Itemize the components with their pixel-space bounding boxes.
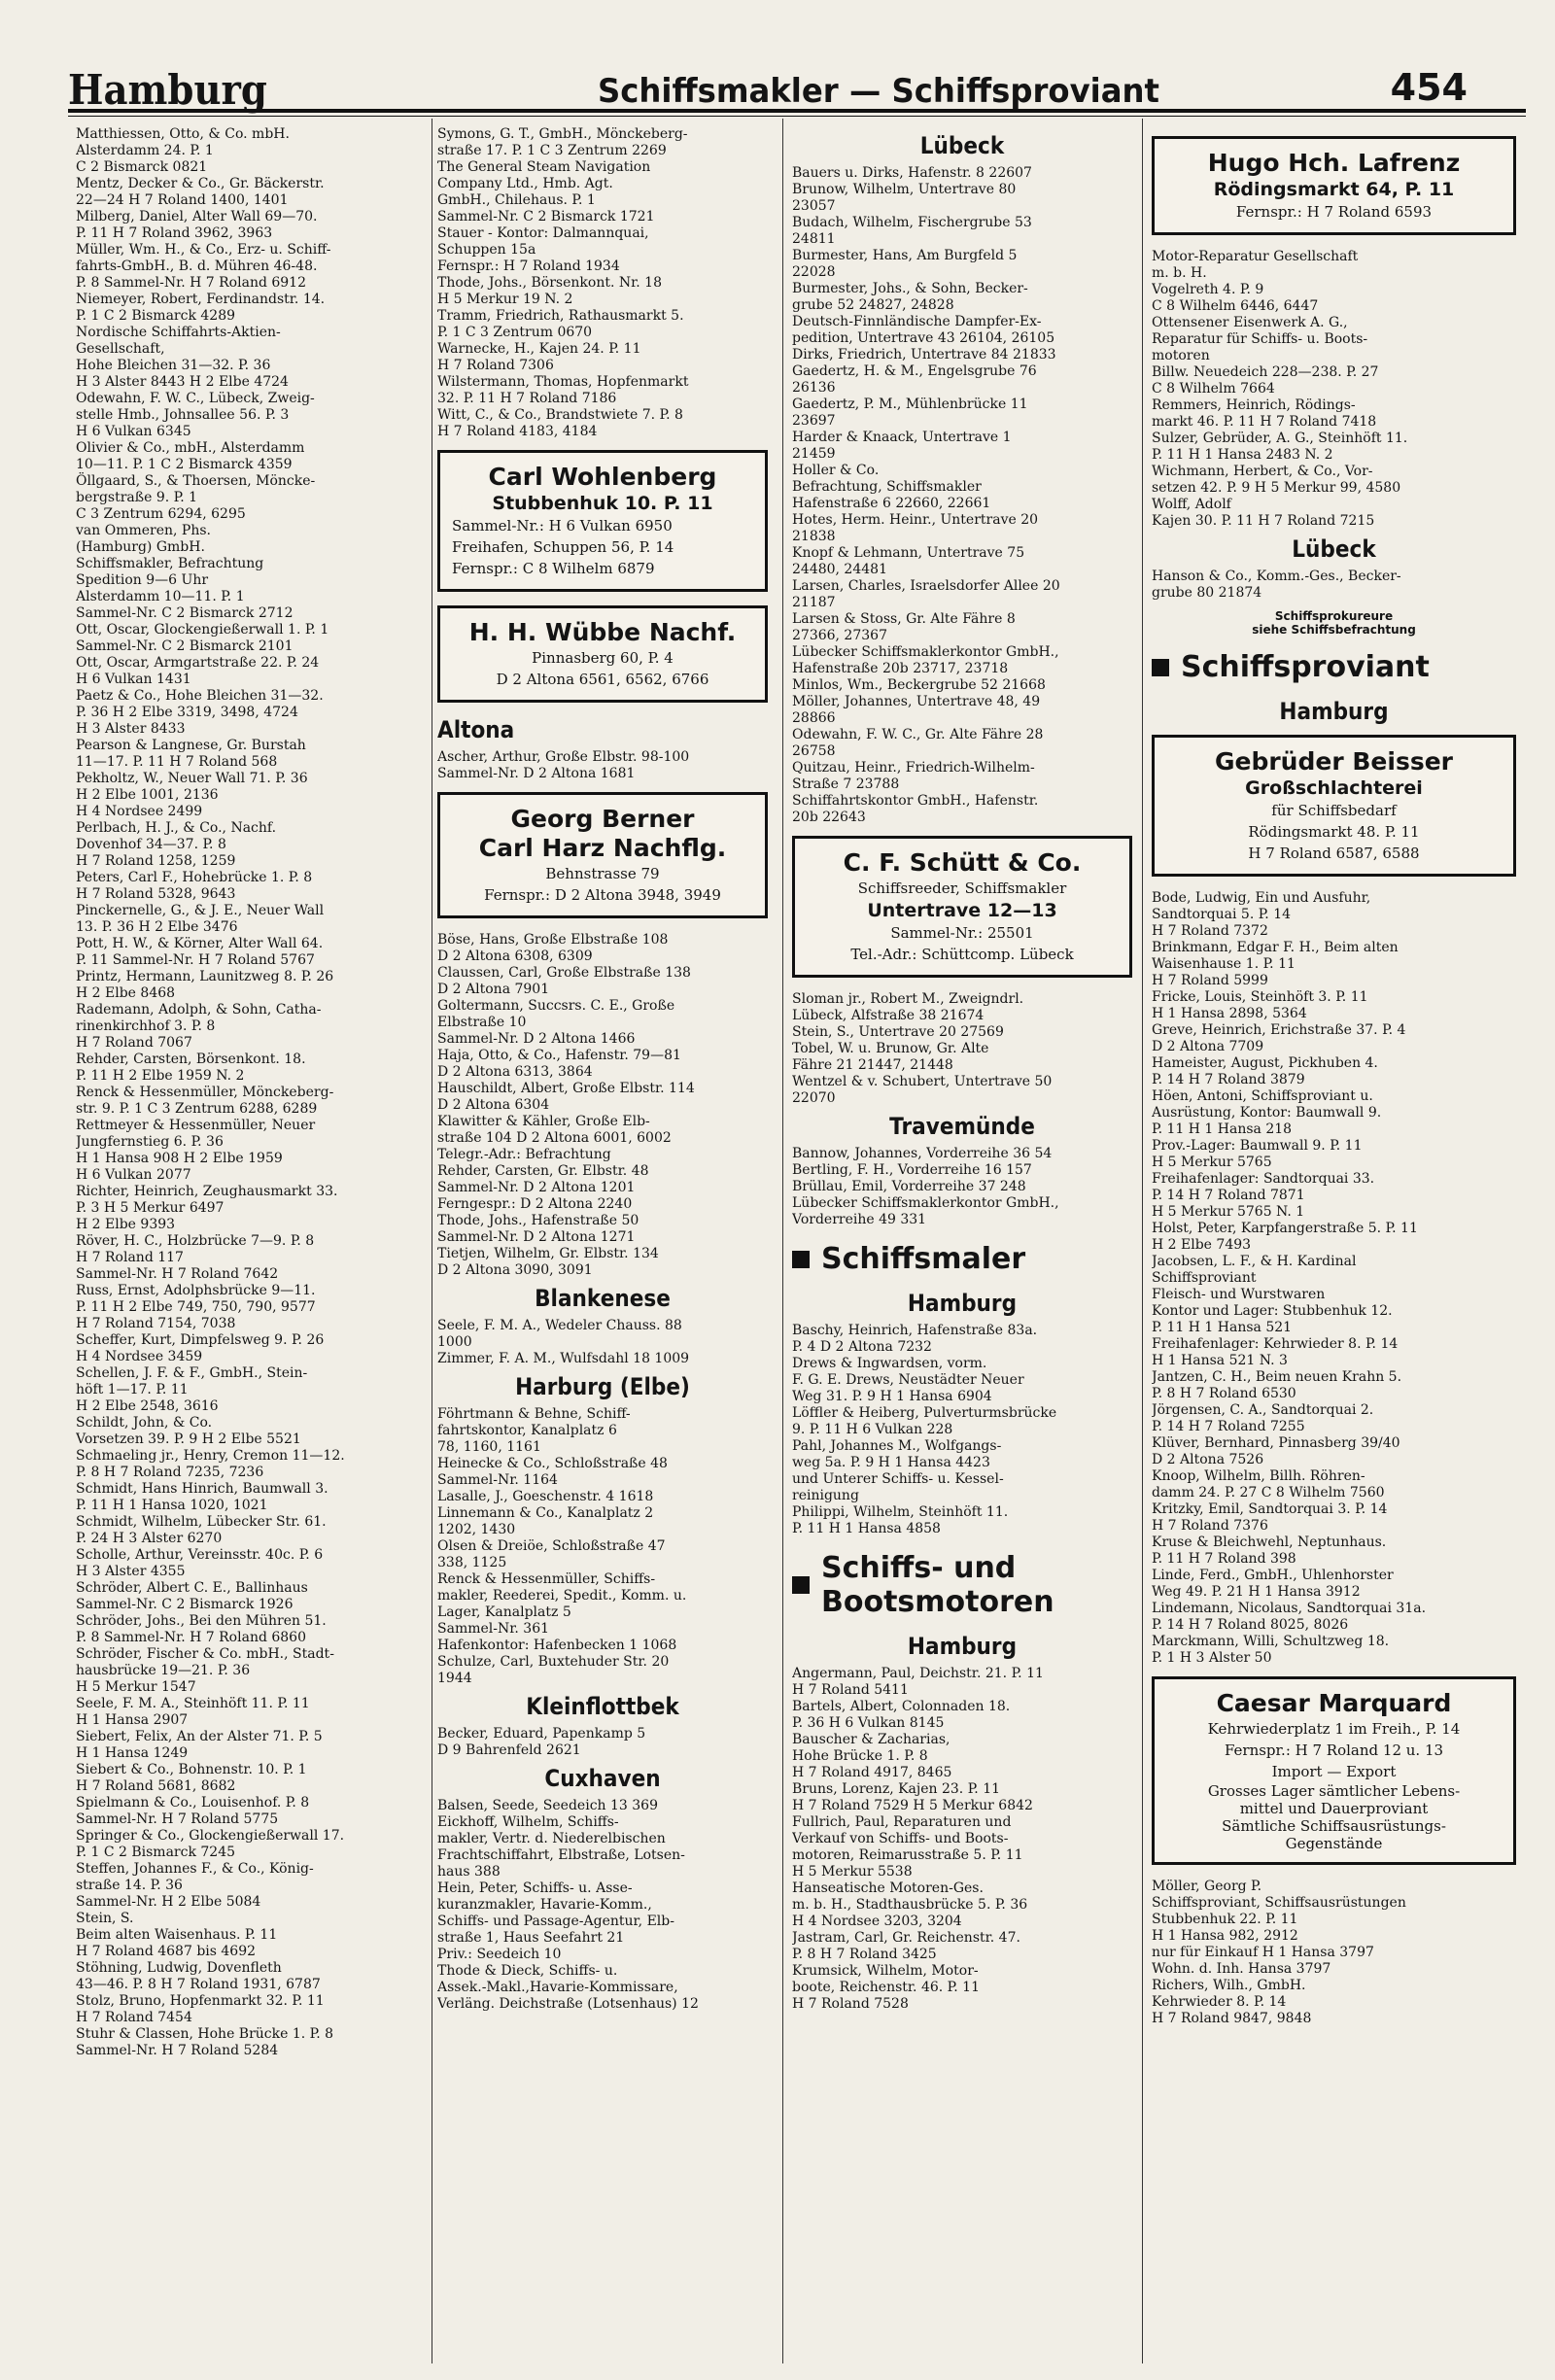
directory-entry: Bartels, Albert, Colonnaden 18. P. 36 H 6 Vulkan 8145	[792, 1699, 1011, 1731]
directory-entry: Böse, Hans, Große Elbstraße 108 D 2 Altona 6308, 6309	[437, 932, 669, 964]
directory-entry: Knoop, Wilhelm, Billh. Röhren- damm 24. P. 27 C 8 Wilhelm 7560	[1152, 1468, 1385, 1500]
directory-entry: Bertling, F. H., Vorderreihe 16 157	[792, 1162, 1032, 1178]
directory-entry: Höen, Antoni, Schiffsproviant u. Ausrüstung, Kontor: Baumwall 9. P. 11 H 1 Hansa 218 Prov.-Lager: Baumwall 9. P. 11 H 5 Merkur 5765	[1152, 1088, 1382, 1170]
ad-line: Kehrwiederplatz 1 im Freih., P. 14	[1207, 1720, 1461, 1738]
ad-beisser	[1152, 735, 1516, 877]
directory-entry: Jörgensen, C. A., Sandtorquai 2. P. 14 H 7 Roland 7255	[1152, 1402, 1374, 1434]
directory-entry: Schmidt, Hans Hinrich, Baumwall 3. P. 11 H 1 Hansa 1020, 1021	[76, 1481, 328, 1513]
ad-name: Caesar Marquard	[1216, 1689, 1452, 1717]
directory-entry: Steffen, Johannes F., & Co., König- straße 14. P. 36 Sammel-Nr. H 2 Elbe 5084	[76, 1861, 314, 1910]
directory-entry: Stauer - Kontor: Dalmannquai, Schuppen 15a Fernspr.: H 7 Roland 1934	[437, 225, 649, 274]
directory-entry: Deutsch-Finnländische Dampfer-Ex- pedition, Untertrave 43 26104, 26105	[792, 314, 1055, 346]
directory-entry: Röver, H. C., Holzbrücke 7—9. P. 8 H 7 Roland 117 Sammel-Nr. H 7 Roland 7642	[76, 1233, 315, 1282]
directory-entry: Printz, Hermann, Launitzweg 8. P. 26 H 2 Elbe 8468	[76, 969, 334, 1001]
square-bullet-icon	[792, 1251, 810, 1268]
ad-name: Hugo Hch. Lafrenz	[1207, 149, 1461, 177]
directory-entry: Lübecker Schiffsmaklerkontor GmbH., Vorderreihe 49 331	[792, 1195, 1059, 1227]
directory-entry: Ascher, Arthur, Große Elbstr. 98-100 Sammel-Nr. D 2 Altona 1681	[437, 749, 690, 781]
entry-list	[437, 126, 768, 440]
directory-entry: The General Steam Navigation Company Ltd., Hmb. Agt. GmbH., Chilehaus. P. 1 Sammel-Nr. C 2 Bismarck 1721	[437, 159, 655, 224]
directory-entry: Philippi, Wilhelm, Steinhöft 11. P. 11 H 1 Hansa 4858	[792, 1504, 1009, 1536]
directory-entry: Harder & Knaack, Untertrave 1 21459	[792, 430, 1012, 462]
directory-entry: Russ, Ernst, Adolphsbrücke 9—11. P. 11 H 2 Elbe 749, 750, 790, 9577 H 7 Roland 7154, 7038	[76, 1283, 316, 1331]
directory-entry: Richers, Wilh., GmbH. Kehrwieder 8. P. 14 H 7 Roland 9847, 9848	[1152, 1978, 1312, 2026]
directory-entry: Bruns, Lorenz, Kajen 23. P. 11 H 7 Roland 7529 H 5 Merkur 6842	[792, 1781, 1033, 1813]
directory-entry: Pahl, Johannes M., Wolfgangs- weg 5a. P. 9 H 1 Hansa 4423 und Unterer Schiffs- u. Kessel- reinigung	[792, 1438, 1004, 1503]
directory-entry: Larsen & Stoss, Gr. Alte Fähre 8 27366, 27367	[792, 611, 1016, 643]
square-bullet-icon	[792, 1576, 810, 1594]
directory-entry: Linnemann & Co., Kanalplatz 2 1202, 1430	[437, 1505, 654, 1537]
directory-entry: Kruse & Bleichwehl, Neptunhaus. P. 11 H 7 Roland 398	[1152, 1535, 1387, 1567]
section-harburg: Harburg (Elbe)	[515, 1373, 690, 1400]
directory-entry: Klawitter & Kähler, Große Elb- straße 104 D 2 Altona 6001, 6002 Telegr.-Adr.: Befrachtung	[437, 1114, 672, 1162]
directory-entry: Rademann, Adolph, & Sohn, Catha- rinenkirchhof 3. P. 8 H 7 Roland 7067	[76, 1002, 322, 1051]
ad-line: Grosses Lager sämtlicher Lebens- mittel und Dauerproviant Sämtliche Schiffsausrüstungs- Gegenstände	[1207, 1782, 1461, 1852]
directory-entry: Stuhr & Classen, Hohe Brücke 1. P. 8 Sammel-Nr. H 7 Roland 5284	[76, 2026, 334, 2058]
directory-entry: Mentz, Decker & Co., Gr. Bäckerstr. 22—24 H 7 Roland 1400, 1401	[76, 176, 325, 208]
directory-entry: Schildt, John, & Co. Vorsetzen 39. P. 9 H 2 Elbe 5521	[76, 1415, 301, 1447]
directory-entry: Knopf & Lehmann, Untertrave 75 24480, 24481	[792, 545, 1025, 577]
directory-entry: Rehder, Carsten, Börsenkont. 18. P. 11 H 2 Elbe 1959 N. 2	[76, 1052, 306, 1084]
directory-entry: Greve, Heinrich, Erichstraße 37. P. 4 D 2 Altona 7709	[1152, 1022, 1406, 1054]
directory-entry: Öllgaard, S., & Thoersen, Möncke- bergstraße 9. P. 1 C 3 Zentrum 6294, 6295	[76, 473, 316, 522]
ad-name: C. F. Schütt & Co.	[843, 848, 1082, 877]
directory-entry: Pinckernelle, G., & J. E., Neuer Wall 13. P. 36 H 2 Elbe 3476	[76, 903, 325, 935]
directory-entry: Föhrtmann & Behne, Schiff- fahrtskontor, Kanalplatz 6 78, 1160, 1161	[437, 1406, 631, 1455]
directory-entry: Gaedertz, H. & M., Engelsgrube 76 26136	[792, 363, 1037, 396]
directory-entry: Jantzen, C. H., Beim neuen Krahn 5. P. 8 H 7 Roland 6530	[1152, 1369, 1402, 1401]
column-1	[76, 126, 426, 2362]
directory-entry: Ottensener Eisenwerk A. G., Reparatur für Schiffs- u. Boots- motoren Billw. Neuedeich 228—238. P. 27 C 8 Wilhelm 7664	[1152, 315, 1379, 397]
directory-entry: Brunow, Wilhelm, Untertrave 80 23057	[792, 182, 1017, 214]
entry-list	[437, 1798, 768, 2013]
directory-entry: Minlos, Wm., Beckergrube 52 21668	[792, 677, 1046, 693]
directory-entry: Zimmer, F. A. M., Wulfsdahl 18 1009	[437, 1351, 690, 1366]
directory-entry: Odewahn, F. W. C., Lübeck, Zweig- stelle Hmb., Johnsallee 56. P. 3 H 6 Vulkan 6345	[76, 391, 315, 439]
section-kleinflottbek: Kleinflottbek	[526, 1693, 679, 1720]
directory-entry: Eickhoff, Wilhelm, Schiffs- makler, Vertr. d. Niederelbischen Frachtschiffahrt, Elbstraße, Lotsen- haus 388	[437, 1814, 685, 1880]
directory-entry: Siebert & Co., Bohnenstr. 10. P. 1 H 7 Roland 5681, 8682	[76, 1762, 307, 1794]
section-label: Schiffsmaler	[821, 1242, 1026, 1276]
directory-entry: Lindemann, Nicolaus, Sandtorquai 31a. P. 14 H 7 Roland 8025, 8026	[1152, 1601, 1427, 1633]
directory-entry: Goltermann, Succsrs. C. E., Große Elbstraße 10 Sammel-Nr. D 2 Altona 1466	[437, 998, 675, 1047]
directory-entry: Schröder, Albert C. E., Ballinhaus Sammel-Nr. C 2 Bismarck 1926	[76, 1580, 308, 1612]
entry-list	[792, 1323, 1132, 1537]
directory-entry: Olsen & Dreiöe, Schloßstraße 47 338, 1125	[437, 1538, 666, 1570]
entry-list	[76, 126, 426, 2059]
subsection-hamburg: Hamburg	[907, 1290, 1018, 1317]
column-2	[437, 126, 768, 2362]
entry-list	[1152, 249, 1516, 530]
directory-entry: Quitzau, Heinr., Friedrich-Wilhelm- Straße 7 23788	[792, 760, 1035, 792]
section-blankenese: Blankenese	[535, 1285, 671, 1312]
directory-entry: Richter, Heinrich, Zeughausmarkt 33. P. 3 H 5 Merkur 6497 H 2 Elbe 9393	[76, 1184, 338, 1232]
directory-entry: Holst, Peter, Karpfangerstraße 5. P. 11 H 2 Elbe 7493	[1152, 1221, 1418, 1253]
directory-entry: Pott, H. W., & Körner, Alter Wall 64. P. 11 Sammel-Nr. H 7 Roland 5767	[76, 936, 324, 968]
directory-entry: Scheffer, Kurt, Dimpfelsweg 9. P. 26 H 4 Nordsee 3459	[76, 1332, 325, 1364]
directory-entry: Linde, Ferd., GmbH., Uhlenhorster Weg 49. P. 21 H 1 Hansa 3912	[1152, 1568, 1394, 1600]
ad-line: Tel.-Adr.: Schüttcomp. Lübeck	[850, 946, 1074, 963]
directory-entry: Motor-Reparatur Gesellschaft m. b. H. Vogelreth 4. P. 9 C 8 Wilhelm 6446, 6447	[1152, 249, 1359, 314]
directory-entry: Drews & Ingwardsen, vorm. F. G. E. Drews, Neustädter Neuer Weg 31. P. 9 H 1 Hansa 6904	[792, 1356, 1024, 1404]
directory-entry: Olivier & Co., mbH., Alsterdamm 10—11. P. 1 C 2 Bismarck 4359	[76, 440, 305, 472]
directory-entry: Thode, Johs., Börsenkont. Nr. 18 H 5 Merkur 19 N. 2	[437, 275, 662, 307]
directory-entry: Thode, Johs., Hafenstraße 50 Sammel-Nr. D 2 Altona 1271	[437, 1213, 639, 1245]
directory-entry: Larsen, Charles, Israelsdorfer Allee 20 21187	[792, 578, 1060, 610]
directory-entry: Kritzky, Emil, Sandtorquai 3. P. 14 H 7 Roland 7376	[1152, 1501, 1388, 1534]
directory-entry: Matthiessen, Otto, & Co. mbH. Alsterdamm 24. P. 1 C 2 Bismarck 0821	[76, 126, 290, 175]
section-label: Schiffs- und Bootsmotoren	[821, 1551, 1054, 1619]
directory-entry: Schröder, Fischer & Co. mbH., Stadt- hausbrücke 19—21. P. 36 H 5 Merkur 1547	[76, 1646, 334, 1695]
ad-marquard	[1152, 1676, 1516, 1865]
ad-name: H. H. Wübbe Nachf.	[468, 618, 737, 646]
directory-entry: Schröder, Johs., Bei den Mühren 51. P. 8 Sammel-Nr. H 7 Roland 6860	[76, 1613, 327, 1645]
directory-entry: Renck & Hessenmüller, Schiffs- makler, Reederei, Spedit., Komm. u. Lager, Kanalplatz 5 Sammel-Nr. 361	[437, 1571, 687, 1637]
entry-list	[792, 165, 1132, 826]
directory-entry: Wentzel & v. Schubert, Untertrave 50 22070	[792, 1074, 1053, 1106]
ad-wuebbe	[437, 605, 768, 703]
directory-entry: Bannow, Johannes, Vorderreihe 36 54	[792, 1146, 1053, 1161]
directory-entry: Brüllau, Emil, Vorderreihe 37 248	[792, 1179, 1026, 1194]
directory-entry: H 6 Vulkan 2077	[76, 1167, 191, 1183]
directory-entry: Warnecke, H., Kajen 24. P. 11 H 7 Roland 7306	[437, 341, 641, 373]
directory-entry: Jastram, Carl, Gr. Reichenstr. 47. P. 8 H 7 Roland 3425	[792, 1930, 1020, 1962]
square-bullet-icon	[1152, 659, 1169, 676]
directory-entry: Stein, S., Untertrave 20 27569	[792, 1024, 1004, 1040]
column-divider	[782, 119, 783, 2363]
directory-entry: Paetz & Co., Hohe Bleichen 31—32. P. 36 H 2 Elbe 3319, 3498, 4724 H 3 Alster 8433	[76, 688, 324, 737]
directory-entry: Siebert, Felix, An der Alster 71. P. 5 H 1 Hansa 1249	[76, 1729, 323, 1761]
page-header	[68, 66, 1516, 114]
ad-phone: Fernspr.: D 2 Altona 3948, 3949	[484, 886, 721, 904]
page-number: 454	[1390, 66, 1468, 109]
ad-address: Pinnasberg 60, P. 4	[532, 649, 674, 667]
ad-address: Rödingsmarkt 48. P. 11	[1248, 823, 1420, 841]
directory-entry: Renck & Hessenmüller, Mönckeberg- str. 9. P. 1 C 3 Zentrum 6288, 6289	[76, 1085, 334, 1117]
directory-entry: Pearson & Langnese, Gr. Burstah 11—17. P. 11 H 7 Roland 568	[76, 738, 306, 770]
directory-entry: Hotes, Herm. Heinr., Untertrave 20 21838	[792, 512, 1039, 544]
directory-entry: Sloman jr., Robert M., Zweigndrl. Lübeck, Alfstraße 38 21674	[792, 991, 1024, 1023]
section-motoren	[792, 1551, 1132, 1619]
directory-entry: Hanson & Co., Komm.-Ges., Becker- grube 80 21874	[1152, 569, 1401, 601]
ad-name: Georg Berner	[510, 805, 695, 833]
directory-entry: Möller, Georg P. Schiffsproviant, Schiffsausrüstungen Stubbenhuk 22. P. 11 H 1 Hansa 982, 2912 nur für Einkauf H 1 Hansa 3797 Wohn. d. Inh. Hansa 3797	[1152, 1879, 1406, 1977]
directory-entry: Sulzer, Gebrüder, A. G., Steinhöft 11. P. 11 H 1 Hansa 2483 N. 2	[1152, 431, 1408, 463]
directory-entry: Tietjen, Wilhelm, Gr. Elbstr. 134 D 2 Altona 3090, 3091	[437, 1246, 659, 1278]
directory-entry: Claussen, Carl, Große Elbstraße 138 D 2 Altona 7901	[437, 965, 691, 997]
directory-entry: Klüver, Bernhard, Pinnasberg 39/40 D 2 Altona 7526	[1152, 1435, 1400, 1467]
directory-entry: Lübecker Schiffsmaklerkontor GmbH., Hafenstraße 20b 23717, 23718	[792, 644, 1059, 676]
directory-entry: Müller, Wm. H., & Co., Erz- u. Schiff- fahrts-GmbH., B. d. Mühren 46-48. P. 8 Sammel-Nr. H 7 Roland 6912	[76, 242, 331, 291]
ad-schuett	[792, 836, 1132, 978]
directory-entry: Niemeyer, Robert, Ferdinandstr. 14. P. 1 C 2 Bismarck 4289	[76, 292, 326, 324]
column-4	[1152, 126, 1516, 2362]
directory-entry: Thode & Dieck, Schiffs- u. Assek.-Makl.,Havarie-Kommissare, Verläng. Deichstraße (Lotsenhaus) 12	[437, 1963, 699, 2012]
directory-entry: Baschy, Heinrich, Hafenstraße 83a. P. 4 D 2 Altona 7232	[792, 1323, 1038, 1355]
subsection-hamburg: Hamburg	[907, 1633, 1018, 1660]
ad-name: Gebrüder Beisser	[1214, 747, 1453, 776]
directory-entry: Seele, F. M. A., Wedeler Chauss. 88 1000	[437, 1318, 682, 1350]
section-schiffsproviant	[1152, 650, 1516, 684]
directory-entry: Jacobsen, L. F., & H. Kardinal Schiffsproviant Fleisch- und Wurstwaren Kontor und Lager: Stubbenhuk 12. P. 11 H 1 Hansa 521 Freihafenlager: Kehrwieder 8. P. 14 H 1 Hansa 521 N. 3	[1152, 1254, 1399, 1368]
directory-entry: Nordische Schiffahrts-Aktien- Gesellschaft, Hohe Bleichen 31—32. P. 36 H 3 Alster 8443 H 2 Elbe 4724	[76, 325, 289, 390]
directory-entry: Odewahn, F. W. C., Gr. Alte Fähre 28 26758	[792, 727, 1044, 759]
directory-entry: Stein, S. Beim alten Waisenhaus. P. 11 H 7 Roland 4687 bis 4692	[76, 1911, 278, 1959]
ad-wohlenberg	[437, 450, 768, 592]
ad-subtitle: Großschlachterei	[1245, 777, 1423, 799]
entry-list	[792, 991, 1132, 1107]
directory-entry: Balsen, Seede, Seedeich 13 369	[437, 1798, 658, 1813]
directory-entry: Wolff, Adolf Kajen 30. P. 11 H 7 Roland 7215	[1152, 497, 1375, 529]
directory-entry: Schmaeling jr., Henry, Cremon 11—12. P. 8 H 7 Roland 7235, 7236	[76, 1448, 345, 1480]
directory-entry: Scholle, Arthur, Vereinsstr. 40c. P. 6 H 3 Alster 4355	[76, 1547, 324, 1579]
directory-entry: Brinkmann, Edgar F. H., Beim alten Waisenhause 1. P. 11 H 7 Roland 5999	[1152, 940, 1399, 988]
directory-entry: Hauschildt, Albert, Große Elbstr. 114 D 2 Altona 6304	[437, 1081, 695, 1113]
entry-list	[437, 932, 768, 1279]
column-3	[792, 126, 1132, 2362]
ad-address: Rödingsmarkt 64, P. 11	[1213, 179, 1455, 200]
header-rule	[68, 109, 1526, 117]
entry-list	[1152, 1879, 1516, 2027]
directory-entry: Hameister, August, Pickhuben 4. P. 14 H 7 Roland 3879	[1152, 1055, 1378, 1087]
directory-entry: Springer & Co., Glockengießerwall 17. P. 1 C 2 Bismarck 7245	[76, 1828, 345, 1860]
directory-entry: Möller, Johannes, Untertrave 48, 49 28866	[792, 694, 1041, 726]
directory-entry: Freihafenlager: Sandtorquai 33. P. 14 H 7 Roland 7871 H 5 Merkur 5765 N. 1	[1152, 1171, 1375, 1220]
directory-entry: Ott, Oscar, Armgartstraße 22. P. 24 H 6 Vulkan 1431	[76, 655, 320, 687]
directory-entry: Schiffahrtskontor GmbH., Hafenstr. 20b 22643	[792, 793, 1039, 825]
section-luebeck-2: Lübeck	[1292, 535, 1376, 563]
ad-phone: D 2 Altona 6561, 6562, 6766	[496, 671, 709, 688]
entry-list	[437, 1318, 768, 1367]
entry-list	[792, 1666, 1132, 2013]
directory-entry: Marckmann, Willi, Schultzweg 18. P. 1 H 3 Alster 50	[1152, 1634, 1390, 1666]
directory-entry: Bauscher & Zacharias, Hohe Brücke 1. P. 8 H 7 Roland 4917, 8465	[792, 1732, 952, 1780]
directory-entry: Seele, F. M. A., Steinhöft 11. P. 11 H 1 Hansa 2907	[76, 1696, 310, 1728]
directory-entry: Hein, Peter, Schiffs- u. Asse- kuranzmakler, Havarie-Komm., Schiffs- und Passage-Agentur, Elb- straße 1, Haus Seefahrt 21 Priv.: Seedeich 10	[437, 1880, 674, 1962]
directory-entry: Tramm, Friedrich, Rathausmarkt 5. P. 1 C 3 Zentrum 0670	[437, 308, 684, 340]
directory-entry: Heinecke & Co., Schloßstraße 48 Sammel-Nr. 1164	[437, 1456, 668, 1488]
ad-address: Behnstrasse 79	[545, 865, 660, 882]
directory-entry: Dirks, Friedrich, Untertrave 84 21833	[792, 347, 1056, 362]
directory-entry: Rehder, Carsten, Gr. Elbstr. 48 Sammel-Nr. D 2 Altona 1201 Ferngespr.: D 2 Altona 2240	[437, 1163, 649, 1212]
ad-address: Stubbenhuk 10. P. 11	[492, 493, 713, 514]
ad-lafrenz	[1152, 136, 1516, 235]
directory-entry: Schellen, J. F. & F., GmbH., Stein- höft 1—17. P. 11 H 2 Elbe 2548, 3616	[76, 1365, 308, 1414]
directory-entry: Hanseatische Motoren-Ges. m. b. H., Stadthausbrücke 5. P. 36 H 4 Nordsee 3203, 3204	[792, 1880, 1028, 1929]
directory-entry: Wichmann, Herbert, & Co., Vor- setzen 42. P. 9 H 5 Merkur 99, 4580	[1152, 464, 1401, 496]
ad-line: Fernspr.: C 8 Wilhelm 6879	[452, 560, 655, 577]
directory-entry: Milberg, Daniel, Alter Wall 69—70. P. 11 H 7 Roland 3962, 3963	[76, 209, 318, 241]
section-title: Schiffsmakler — Schiffsproviant	[598, 72, 1159, 111]
entry-list	[437, 1406, 768, 1687]
section-cuxhaven: Cuxhaven	[544, 1765, 661, 1792]
directory-entry: Stöhning, Ludwig, Dovenfleth 43—46. P. 8 H 7 Roland 1931, 6787	[76, 1960, 321, 1992]
directory-entry: Gaedertz, P. M., Mühlenbrücke 11 23697	[792, 397, 1028, 429]
section-schiffsmaler	[792, 1242, 1132, 1276]
column-divider	[1142, 119, 1143, 2363]
directory-entry: Rettmeyer & Hessenmüller, Neuer Jungfernstieg 6. P. 36 H 1 Hansa 908 H 2 Elbe 1959	[76, 1118, 316, 1166]
directory-entry: Bauers u. Dirks, Hafenstr. 8 22607	[792, 165, 1032, 181]
directory-entry: van Ommeren, Phs. (Hamburg) GmbH. Schiffsmakler, Befrachtung Spedition 9—6 Uhr Alsterdamm 10—11. P. 1 Sammel-Nr. C 2 Bismarck 2712	[76, 523, 294, 621]
directory-entry: Witt, C., & Co., Brandstwiete 7. P. 8 H 7 Roland 4183, 4184	[437, 407, 683, 439]
directory-entry: Krumsick, Wilhelm, Motor- boote, Reichenstr. 46. P. 11 H 7 Roland 7528	[792, 1963, 980, 2012]
directory-entry: Hafenkontor: Hafenbecken 1 1068	[437, 1638, 677, 1653]
ad-line: Fernspr.: H 7 Roland 12 u. 13	[1224, 1742, 1444, 1759]
directory-entry: Bode, Ludwig, Ein und Ausfuhr, Sandtorquai 5. P. 14 H 7 Roland 7372	[1152, 890, 1371, 939]
ad-name-2: Carl Harz Nachflg.	[478, 834, 727, 862]
ad-line: Freihafen, Schuppen 56, P. 14	[452, 538, 674, 556]
directory-entry: Ott, Oscar, Glockengießerwall 1. P. 1 Sammel-Nr. C 2 Bismarck 2101	[76, 622, 329, 654]
ad-line: Sammel-Nr.: H 6 Vulkan 6950	[452, 517, 673, 535]
directory-entry: Perlbach, H. J., & Co., Nachf. Dovenhof 34—37. P. 8 H 7 Roland 1258, 1259	[76, 820, 277, 869]
entry-list	[792, 1146, 1132, 1228]
subsection-hamburg: Hamburg	[1279, 698, 1389, 725]
ad-address: Untertrave 12—13	[867, 900, 1057, 921]
ad-line: Sammel-Nr.: 25501	[890, 924, 1034, 942]
section-altona: Altona	[437, 716, 515, 743]
section-travemuende: Travemünde	[889, 1113, 1035, 1140]
entry-list	[437, 749, 768, 782]
directory-entry: Lasalle, J., Goeschenstr. 4 1618	[437, 1489, 654, 1504]
directory-entry: Peters, Carl F., Hohebrücke 1. P. 8 H 7 Roland 5328, 9643	[76, 870, 313, 902]
directory-entry: Fullrich, Paul, Reparaturen und Verkauf von Schiffs- und Boots- motoren, Reimarusstraße 5. P. 11 H 5 Merkur 5538	[792, 1814, 1023, 1880]
entry-list	[1152, 890, 1516, 1667]
ad-name: Carl Wohlenberg	[488, 463, 717, 491]
directory-entry: Wilstermann, Thomas, Hopfenmarkt 32. P. 11 H 7 Roland 7186	[437, 374, 689, 406]
ad-phone: H 7 Roland 6587, 6588	[1248, 845, 1420, 862]
directory-entry: Spielmann & Co., Louisenhof. P. 8 Sammel-Nr. H 7 Roland 5775	[76, 1795, 310, 1827]
directory-entry: Angermann, Paul, Deichstr. 21. P. 11 H 7 Roland 5411	[792, 1666, 1044, 1698]
directory-entry: Haja, Otto, & Co., Hafenstr. 79—81 D 2 Altona 6313, 3864	[437, 1048, 681, 1080]
section-label: Schiffsproviant	[1181, 650, 1430, 684]
cross-reference: Schiffsprokureure siehe Schiffsbefrachtung	[1252, 609, 1416, 637]
directory-entry: Schmidt, Wilhelm, Lübecker Str. 61. P. 24 H 3 Alster 6270	[76, 1514, 327, 1546]
directory-entry: Budach, Wilhelm, Fischergrube 53 24811	[792, 215, 1032, 247]
directory-entry: Holler & Co. Befrachtung, Schiffsmakler Hafenstraße 6 22660, 22661	[792, 463, 991, 511]
directory-entry: Schulze, Carl, Buxtehuder Str. 20 1944	[437, 1654, 670, 1686]
city-title: Hamburg	[68, 66, 267, 114]
ad-berner	[437, 792, 768, 918]
directory-entry: Stolz, Bruno, Hopfenmarkt 32. P. 11 H 7 Roland 7454	[76, 1993, 325, 2025]
directory-entry: Symons, G. T., GmbH., Mönckeberg- straße 17. P. 1 C 3 Zentrum 2269	[437, 126, 688, 158]
section-luebeck: Lübeck	[919, 132, 1005, 159]
entry-list	[1152, 569, 1516, 602]
directory-entry: Fricke, Louis, Steinhöft 3. P. 11 H 1 Hansa 2898, 5364	[1152, 989, 1368, 1021]
directory-entry: Tobel, W. u. Brunow, Gr. Alte Fähre 21 21447, 21448	[792, 1041, 989, 1073]
directory-entry: Burmester, Hans, Am Burgfeld 5 22028	[792, 248, 1018, 280]
entry-list	[437, 1726, 768, 1759]
directory-entry: Becker, Eduard, Papenkamp 5 D 9 Bahrenfeld 2621	[437, 1726, 646, 1758]
directory-entry: Löffler & Heiberg, Pulverturmsbrücke 9. P. 11 H 6 Vulkan 228	[792, 1405, 1057, 1437]
ad-phone: Fernspr.: H 7 Roland 6593	[1235, 203, 1433, 221]
ad-line: Import — Export	[1271, 1763, 1397, 1780]
directory-entry: Remmers, Heinrich, Rödings- markt 46. P. 11 H 7 Roland 7418	[1152, 397, 1377, 430]
ad-subtitle: Schiffsreeder, Schiffsmakler	[857, 880, 1067, 897]
directory-entry: Pekholtz, W., Neuer Wall 71. P. 36 H 2 Elbe 1001, 2136 H 4 Nordsee 2499	[76, 771, 308, 819]
directory-entry: Burmester, Johs., & Sohn, Becker- grube 52 24827, 24828	[792, 281, 1028, 313]
ad-subtitle-2: für Schiffsbedarf	[1271, 802, 1397, 819]
